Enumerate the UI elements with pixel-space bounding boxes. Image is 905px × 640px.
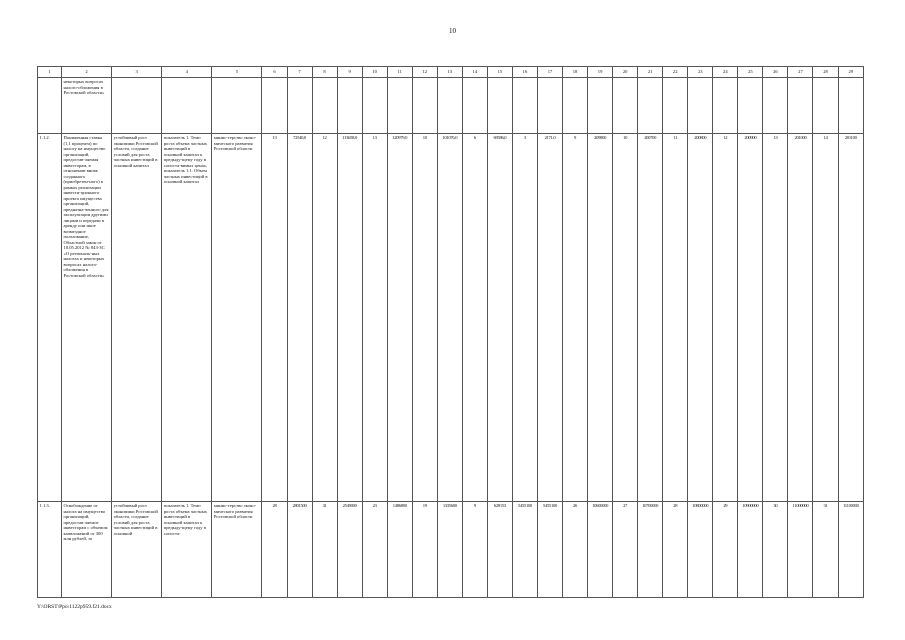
- column-header: 17: [537, 67, 562, 78]
- column-header: 7: [287, 67, 312, 78]
- table-row: [38, 134, 864, 502]
- value-cell: 209800: [588, 134, 613, 502]
- value-cell: 120979,0: [387, 134, 412, 502]
- column-header: 8: [312, 67, 337, 78]
- value-cell: 27: [613, 502, 638, 598]
- value-cell: 101076,0: [437, 134, 462, 502]
- column-header: 12: [412, 67, 437, 78]
- column-header: 26: [763, 67, 788, 78]
- continuation-name-cell: некоторых вопросах налого-обложения в Ростовской области»: [62, 78, 112, 134]
- value-cell: 2171,0: [537, 134, 562, 502]
- value-cell: 26: [563, 502, 588, 598]
- value-cell: 201100: [838, 134, 863, 502]
- value-cell: 10700000: [638, 502, 663, 598]
- indicator-table: [37, 66, 864, 598]
- column-header: 23: [688, 67, 713, 78]
- measure-name: Пониженная ставка (1,1 процента) по налогу на имущество организаций, предостав-ляемая инвесторам, в отношении вновь созданного (приобретен-ного) в рамках реализации инвести-ционного проекта имущества организаций, предназна-ченного для эксплуатации другими лицами и передачи в аренду или иное возмездное пользование, Областной закон от 10.05.2012 № 843-ЗС «О региональ-ных налогах и некоторых вопросах налого-обложения в Ростовской области»: [62, 134, 112, 502]
- value-cell: 28: [663, 502, 688, 598]
- column-header: 11: [387, 67, 412, 78]
- column-header: 15: [487, 67, 512, 78]
- value-cell: 200700: [638, 134, 663, 502]
- value-cell: 72540,0: [287, 134, 312, 502]
- column-header: 29: [838, 67, 863, 78]
- value-cell: 9: [462, 502, 487, 598]
- value-cell: 5455100: [537, 502, 562, 598]
- column-header: 5: [212, 67, 262, 78]
- value-cell: 1335600: [437, 502, 462, 598]
- measure-goal: устойчивый рост экономики Ростовской области, создание условий для роста частных инвестиций в основной: [112, 502, 162, 598]
- column-header: 24: [713, 67, 738, 78]
- row-code: 1.1.3.: [38, 502, 62, 598]
- column-header: 22: [663, 67, 688, 78]
- column-header: 9: [337, 67, 362, 78]
- measure-curator: минис-терство эконо-мического развития Ростовской области: [212, 502, 262, 598]
- value-cell: 9: [563, 134, 588, 502]
- value-cell: 2549000: [337, 502, 362, 598]
- value-cell: 30: [763, 502, 788, 598]
- value-cell: 200900: [738, 134, 763, 502]
- column-header: 6: [262, 67, 287, 78]
- value-cell: 10: [412, 134, 437, 502]
- column-header: 4: [162, 67, 212, 78]
- measure-name: Освобождение от налога на имущество организаций, предостав-ляемое инвесторам с объемом капвложений от 300 млн рублей, за: [62, 502, 112, 598]
- value-cell: 31: [312, 502, 337, 598]
- value-cell: 29: [713, 502, 738, 598]
- table-row: [38, 502, 864, 598]
- value-cell: 10: [613, 134, 638, 502]
- column-header: 18: [563, 67, 588, 78]
- value-cell: 69586,0: [487, 134, 512, 502]
- value-cell: 10900000: [738, 502, 763, 598]
- value-cell: 201000: [788, 134, 813, 502]
- value-cell: 13: [262, 134, 287, 502]
- row-code: 1.1.2.: [38, 134, 62, 502]
- value-cell: 3: [512, 134, 537, 502]
- column-header: 25: [738, 67, 763, 78]
- column-header: 2: [62, 67, 112, 78]
- value-cell: 10800000: [688, 502, 713, 598]
- page-number: 10: [449, 27, 456, 35]
- column-header: 10: [362, 67, 387, 78]
- column-header: 20: [613, 67, 638, 78]
- value-cell: 23: [362, 502, 387, 598]
- value-cell: 14: [813, 134, 838, 502]
- value-cell: 113658,0: [337, 134, 362, 502]
- column-header: 14: [462, 67, 487, 78]
- value-cell: 11: [663, 134, 688, 502]
- value-cell: 2801500: [287, 502, 312, 598]
- value-cell: 5455100: [512, 502, 537, 598]
- value-cell: 11100000: [838, 502, 863, 598]
- value-cell: 1486800: [387, 502, 412, 598]
- measure-indicator: показатель 1. Темп роста объема частных инвестиций в основной капитал к предыду-щему году в сопоста-вимых ценах, показатель 1.1. Объем частных инвестиций в основной капитал: [162, 134, 212, 502]
- column-header: 16: [512, 67, 537, 78]
- column-header: 21: [638, 67, 663, 78]
- value-cell: 13: [362, 134, 387, 502]
- value-cell: 19: [412, 502, 437, 598]
- document-file-path: Y:\ORST\Ppo\1122p959.f21.docx: [37, 604, 112, 610]
- value-cell: 28: [262, 502, 287, 598]
- value-cell: 11000000: [788, 502, 813, 598]
- value-cell: 13: [763, 134, 788, 502]
- value-cell: 200800: [688, 134, 713, 502]
- measure-curator: минис-терство эконо-мического развития Ростовской области: [212, 134, 262, 502]
- value-cell: 628153: [487, 502, 512, 598]
- column-number-row: [38, 67, 864, 78]
- column-header: 28: [813, 67, 838, 78]
- column-header: 19: [588, 67, 613, 78]
- value-cell: 12: [312, 134, 337, 502]
- column-header: 1: [38, 67, 62, 78]
- value-cell: 12: [713, 134, 738, 502]
- measure-indicator: показатель 1. Темп роста объема частных инвестиций в основной капитал к предыду-щему году в сопоста-: [162, 502, 212, 598]
- continuation-row: [38, 78, 864, 134]
- value-cell: 10600000: [588, 502, 613, 598]
- column-header: 13: [437, 67, 462, 78]
- measure-goal: устойчивый рост экономики Ростовской области, создание условий для роста частных инвестиций в основной капитал: [112, 134, 162, 502]
- value-cell: 31: [813, 502, 838, 598]
- value-cell: 6: [462, 134, 487, 502]
- column-header: 27: [788, 67, 813, 78]
- column-header: 3: [112, 67, 162, 78]
